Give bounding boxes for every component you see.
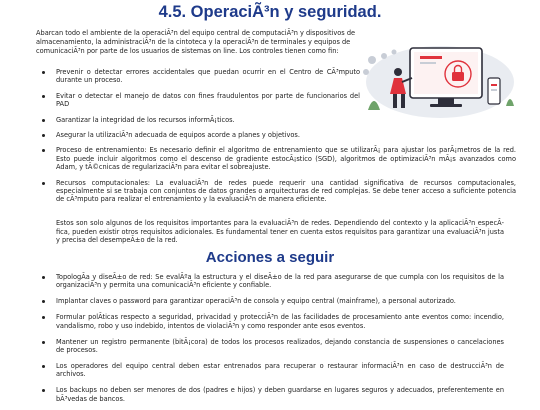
controls-list: [40, 68, 516, 211]
list-item: Asegurar la utilizaciÃ³n adecuada de equipos acorde a planes y objetivos.: [40, 131, 360, 139]
list-item: Los operadores del equipo central deben estar entrenados para recuperar o restaurar informaciÃ³n en caso de destrucciÃ³n de archivos.: [40, 362, 504, 379]
list-item: Implantar claves o password para garantizar operaciÃ³n de consola y equipo central (mainframe), a personal autorizado.: [40, 297, 504, 305]
list-item: Recursos computacionales: La evaluaciÃ³n de redes puede requerir una cantidad significativa de recursos computacionales, especialmente si se trabaja con conjuntos de datos grandes o arquitecturas de red complejas. Se debe tener acceso a suficiente potencia de cÃ³mputo para realizar el entrenamiento y la evaluaciÃ³n de manera eficiente.: [40, 179, 516, 204]
actions-list: [40, 273, 504, 410]
list-item: Prevenir o detectar errores accidentales que puedan ocurrir en el Centro de CÃ³mputo durante un proceso.: [40, 68, 360, 85]
cyber-security-illustration: [360, 26, 520, 126]
list-item: Formular polÃticas respecto a seguridad, privacidad y protecciÃ³n de las facilidades de procesamiento ante eventos como: incendio, vandalismo, robo y uso indebido, intentos de violaciÃ³n y como responder ante esos eventos.: [40, 313, 504, 330]
list-item: Los backups no deben ser menores de dos (padres e hijos) y deben guardarse en lugares seguros y adecuados, preferentemente en bÃ³vedas de bancos.: [40, 386, 504, 403]
list-item: Proceso de entrenamiento: Es necesario definir el algoritmo de entrenamiento que se utilizarÃ¡ para ajustar los parÃ¡metros de la red. Esto puede incluir algoritmos como el descenso de gradiente estocÃ¡stico (SGD), algoritmos de optimizaciÃ³n mÃ¡s avanzados como Adam, y tÃ©cnicas de regularizaciÃ³n para evitar el sobreajuste.: [40, 146, 516, 171]
list-item: TopologÃa y diseÃ±o de red: Se evalÃºa la estructura y el diseÃ±o de la red para asegurarse de que cumpla con los requisitos de la organizaciÃ³n y permita una comunicaciÃ³n eficiente y confiable.: [40, 273, 504, 290]
list-item: Garantizar la integridad de los recursos informÃ¡ticos.: [40, 116, 360, 124]
section-title: 4.5. OperaciÃ³n y seguridad.: [158, 3, 382, 21]
list-item: Evitar o detectar el manejo de datos con fines fraudulentos por parte de funcionarios del PAD: [40, 92, 360, 109]
actions-heading: Acciones a seguir: [205, 249, 335, 266]
intro-paragraph: Abarcan todo el ambiente de la operaciÃ³n del equipo central de computaciÃ³n y dispositivos de almacenamiento, la administraciÃ³n de la cintoteca y la operaciÃ³n de terminales y equipos de comunicaciÃ³n por parte de los usuarios de sistemas on line. Los controles tienen como fin:: [36, 29, 356, 55]
list-item: Mantener un registro permanente (bitÃ¡cora) de todos los procesos realizados, dejando constancia de suspensiones o cancelaciones de procesos.: [40, 338, 504, 355]
closing-paragraph: Estos son solo algunos de los requisitos importantes para la evaluaciÃ³n de redes. Dependiendo del contexto y la aplicaciÃ³n especÃfica, pueden existir otros requisitos adicionales. Es fundamental tener en cuenta estos requisitos para garantizar una evaluaciÃ³n justa y precisa del desempeÃ±o de la red.: [56, 219, 504, 245]
